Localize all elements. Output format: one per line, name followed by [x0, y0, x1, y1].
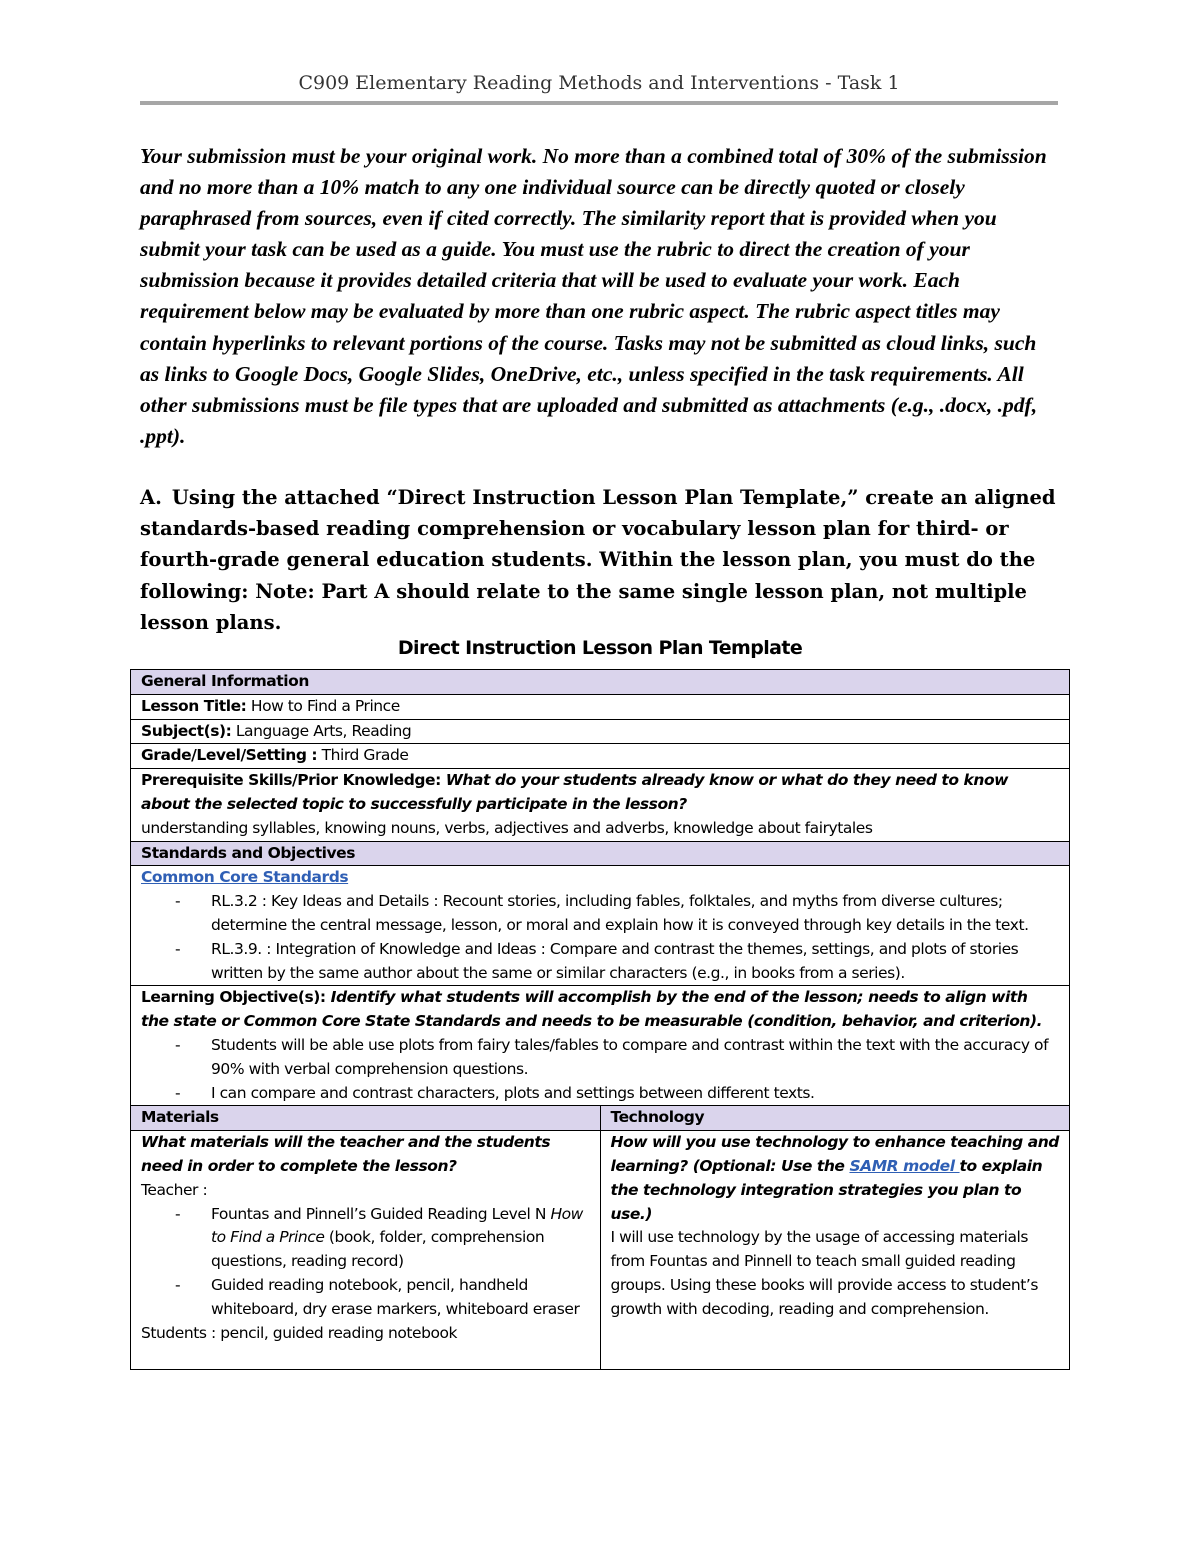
- tech-prompt-start: How will you use technology to enhance teaching and learning? (Optional: Use the: [610, 1133, 1059, 1175]
- materials-header: Materials: [131, 1106, 601, 1131]
- objectives-cell: [131, 986, 1070, 1106]
- students-materials: Students : pencil, guided reading notebook: [141, 1323, 458, 1342]
- template-title: Direct Instruction Lesson Plan Template: [397, 637, 803, 659]
- material-1-text: Fountas and Pinnell’s Guided Reading Level N: [211, 1204, 551, 1223]
- table-row: [131, 670, 1070, 695]
- objectives-list: [141, 1034, 1059, 1105]
- materials-list: [141, 1203, 590, 1322]
- prereq-prompt: What do your students already know or what do they need to know about the selected topic to successfully participate in the lesson?: [141, 771, 1009, 813]
- samr-model-link[interactable]: SAMR model: [849, 1156, 960, 1175]
- subjects-value: Language Arts, Reading: [231, 721, 412, 740]
- subjects-label: Subject(s):: [141, 721, 232, 740]
- header-divider: [140, 101, 1058, 105]
- table-row: [131, 694, 1070, 719]
- lesson-title-value: How to Find a Prince: [246, 696, 400, 715]
- technology-header: Technology: [600, 1106, 1070, 1131]
- list-item: - Guided reading notebook, pencil, handheld whiteboard, dry erase markers, whiteboard eraser: [211, 1274, 590, 1322]
- task-a-letter: A.: [140, 486, 162, 509]
- material-1-details: (book, folder, comprehension questions, reading record): [211, 1228, 545, 1271]
- tech-answer: I will use technology by the usage of accessing materials from Fountas and Pinnell to teach small guided reading groups. Using these books will provide access to student’s growth with decoding, reading and comprehension.: [610, 1228, 1038, 1318]
- objectives-label: Learning Objective(s):: [141, 988, 326, 1007]
- objectives-prompt: Identify what students will accomplish by the end of the lesson; needs to align with the state or Common Core State Standards and needs to be measurable (condition, behavior, and criterion).: [141, 988, 1043, 1031]
- grade-value: Third Grade: [317, 746, 409, 765]
- prereq-answer: understanding syllables, knowing nouns, verbs, adjectives and adverbs, knowledge about fairytales: [141, 818, 873, 837]
- tech-prompt-end: to explain the technology integration strategies you plan to use.): [610, 1156, 1043, 1223]
- table-row: [131, 841, 1070, 866]
- teacher-label: Teacher :: [141, 1180, 208, 1199]
- standards-cell: [131, 866, 1070, 986]
- task-a-instructions: [140, 482, 1065, 638]
- standards-header: Standards and Objectives: [131, 841, 1070, 866]
- grade-cell: [131, 744, 1070, 769]
- list-item: - RL.3.2 : Key Ideas and Details : Recount stories, including fables, folktales, and myths from diverse cultures; determine the central message, lesson, or moral and explain how it is conveyed through key details in the text.: [211, 890, 1059, 938]
- lesson-title-cell: [131, 694, 1070, 719]
- prereq-label: Prerequisite Skills/Prior Knowledge:: [141, 771, 441, 790]
- table-row: [131, 1131, 1070, 1370]
- page-header-title: C909 Elementary Reading Methods and Interventions - Task 1: [298, 72, 900, 94]
- task-a-text: Using the attached “Direct Instruction Lesson Plan Template,” create an aligned standards-based reading comprehension or vocabulary lesson plan for third- or fourth-grade general education students. Within the lesson plan, you must do the following: Note: Part A should relate to the same single lesson plan, not multiple lesson plans.: [140, 486, 1056, 634]
- list-item: - I can compare and contrast characters, plots and settings between different texts.: [211, 1082, 1059, 1106]
- common-core-standards-link[interactable]: Common Core Standards: [141, 868, 349, 887]
- tech-prompt: [611, 1133, 1059, 1222]
- table-row: [131, 744, 1070, 769]
- table-row: [131, 1106, 1070, 1131]
- list-item: - Students will be able use plots from fairy tales/fables to compare and contrast within the text with the accuracy of 90% with verbal comprehension questions.: [211, 1034, 1059, 1082]
- general-info-header: General Information: [131, 670, 1070, 695]
- table-row: [131, 719, 1070, 744]
- grade-label: Grade/Level/Setting :: [141, 746, 318, 765]
- list-item: [211, 1203, 590, 1274]
- list-item: - RL.3.9. : Integration of Knowledge and Ideas : Compare and contrast the themes, settings, and plots of stories written by the same author about the same or similar characters (e.g., in books from a series).: [211, 938, 1059, 986]
- technology-cell: [600, 1131, 1070, 1370]
- submission-notice: Your submission must be your original work. No more than a combined total of 30% of the submission and no more than a 10% match to any one individual source can be directly quoted or closely paraphrased from sources, even if cited correctly. The similarity report that is provided when you submit your task can be used as a guide. You must use the rubric to direct the creation of your submission because it provides detailed criteria that will be used to evaluate your work. Each requirement below may be evaluated by more than one rubric aspect. The rubric aspect titles may contain hyperlinks to relevant portions of the course. Tasks may not be submitted as cloud links, such as links to Google Docs, Google Slides, OneDrive, etc., unless specified in the task requirements. All other submissions must be file types that are uploaded and submitted as attachments (e.g., .docx, .pdf, .ppt).: [140, 144, 1047, 448]
- materials-cell: [131, 1131, 601, 1370]
- lesson-plan-table: [130, 669, 1070, 1370]
- table-row: [131, 866, 1070, 986]
- lesson-title-label: Lesson Title:: [141, 696, 247, 715]
- materials-prompt: What materials will the teacher and the students need in order to complete the lesson?: [141, 1133, 551, 1175]
- prerequisite-cell: [131, 769, 1070, 841]
- standards-list: [141, 890, 1059, 985]
- subjects-cell: [131, 719, 1070, 744]
- table-row: [131, 986, 1070, 1106]
- table-row: [131, 769, 1070, 841]
- material-1-book-title: How to Find a Prince: [211, 1204, 583, 1247]
